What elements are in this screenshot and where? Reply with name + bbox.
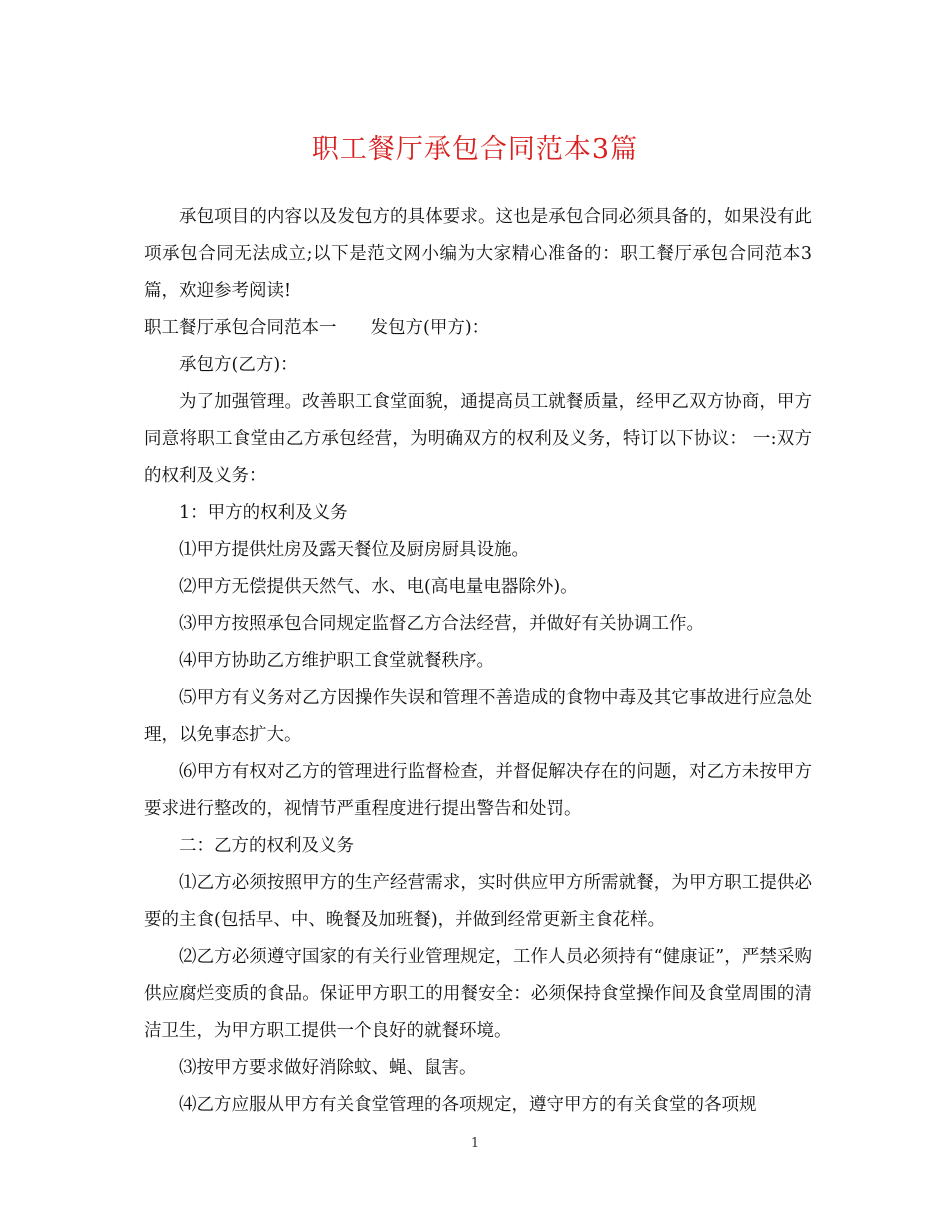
clause-a5: ⑸甲方有义务对乙方因操作失误和管理不善造成的食物中毒及其它事故进行应急处理，以免事态扩大。 [144,688,812,745]
preamble-paragraph: 为了加强管理。改善职工食堂面貌，通提高员工就餐质量，经甲乙双方协商，甲方同意将职工食堂由乙方承包经营，为明确双方的权利及义务，特订以下协议： 一:双方的权利及义务： [144,392,812,486]
clause-a1: ⑴甲方提供灶房及露天餐位及厨房厨具设施。 [179,540,529,560]
clause-b3: ⑶按甲方要求做好消除蚊、蝇、鼠害。 [179,1058,477,1078]
clause-b2: ⑵乙方必须遵守国家的有关行业管理规定，工作人员必须持有“健康证”，严禁采购供应腐烂变质的食品。保证甲方职工的用餐安全：必须保持食堂操作间及食堂周围的清洁卫生，为甲方职工提供一个良好的就餐环境。 [144,947,812,1041]
document-body [144,199,812,1124]
contract-heading-line [144,310,812,347]
clause-b4: ⑷乙方应服从甲方有关食堂管理的各项规定，遵守甲方的有关食堂的各项规 [179,1095,757,1115]
clause-a6: ⑹甲方有权对乙方的管理进行监督检查，并督促解决存在的问题，对乙方未按甲方要求进行整改的，视情节严重程度进行提出警告和处罚。 [144,762,812,819]
clause-a4: ⑷甲方协助乙方维护职工食堂就餐秩序。 [179,651,494,671]
document-title: 职工餐厅承包合同范本3篇 [311,134,639,165]
contract-heading: 职工餐厅承包合同范本一 [144,318,337,338]
page-number: 1 [470,1136,480,1151]
intro-paragraph: 承包项目的内容以及发包方的具体要求。这也是承包合同必须具备的，如果没有此项承包合同无法成立;以下是范文网小编为大家精心准备的：职工餐厅承包合同范本3篇，欢迎参考阅读! [144,207,812,301]
clause-b1: ⑴乙方必须按照甲方的生产经营需求，实时供应甲方所需就餐，为甲方职工提供必要的主食(包括早、中、晚餐及加班餐)，并做到经常更新主食花样。 [144,873,812,930]
clause-a2: ⑵甲方无偿提供天然气、水、电(高电量电器除外)。 [179,577,578,597]
section-2-title: 二：乙方的权利及义务 [179,836,354,856]
section-1-title: 1：甲方的权利及义务 [179,503,348,523]
party-b-label: 承包方(乙方)： [179,355,298,375]
party-a-label: 发包方(甲方)： [370,318,490,338]
clause-a3: ⑶甲方按照承包合同规定监督乙方合法经营，并做好有关协调工作。 [179,614,704,634]
